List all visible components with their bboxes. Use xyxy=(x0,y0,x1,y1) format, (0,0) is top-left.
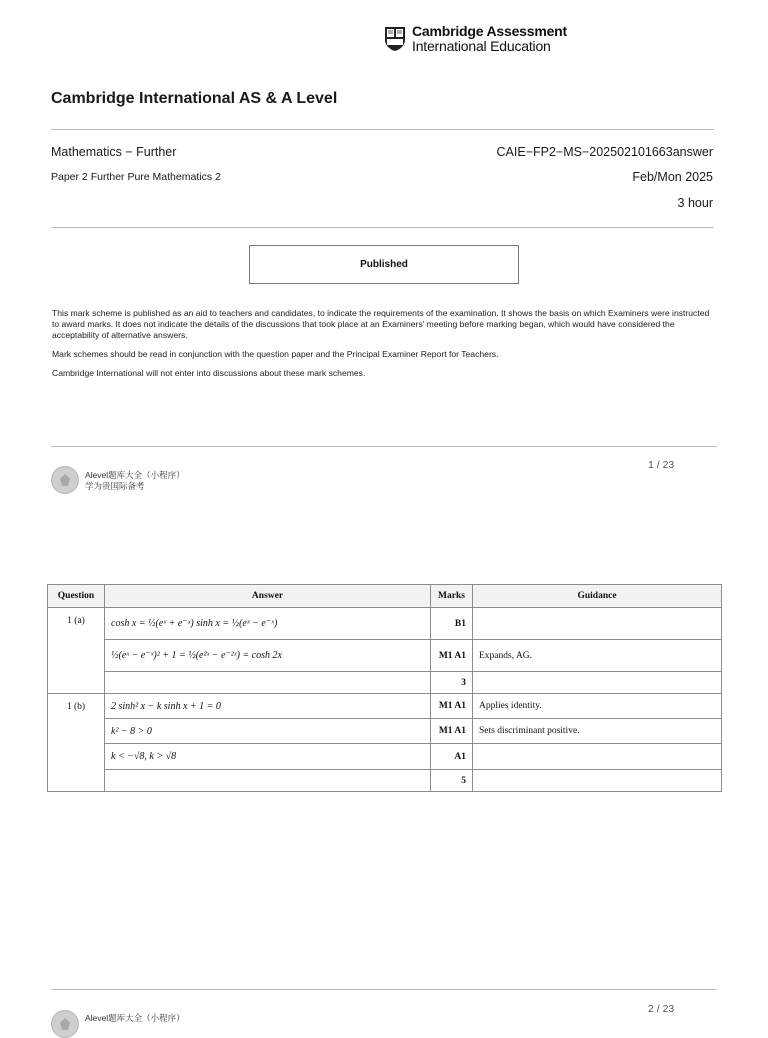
mark-scheme-table xyxy=(47,584,722,792)
guidance-cell xyxy=(473,672,722,694)
table-header-row xyxy=(48,585,722,608)
answer-cell: k < −√8, k > √8 xyxy=(105,744,431,770)
footer-line1: Alevel题库大全（小程序） xyxy=(85,470,185,480)
answer-cell: cosh x = ½(eˣ + e⁻ˣ) sinh x = ½(eˣ − e⁻ˣ) xyxy=(105,608,431,640)
footer-logo-icon xyxy=(51,466,79,494)
guidance-cell: Expands, AG. xyxy=(473,640,722,672)
document-title: Cambridge International AS & A Level xyxy=(51,90,338,107)
marks-cell: M1 A1 xyxy=(431,640,473,672)
published-badge: Published xyxy=(249,245,519,284)
cambridge-logo xyxy=(384,24,574,56)
question-label: 1 (b) xyxy=(48,694,105,792)
page-break-divider xyxy=(51,446,717,447)
exam-session: Feb/Mon 2025 xyxy=(632,170,713,184)
table-row xyxy=(48,770,722,792)
guidance-cell: Applies identity. xyxy=(473,694,722,719)
header-marks: Marks xyxy=(431,585,473,608)
divider xyxy=(51,227,714,228)
page-break-divider xyxy=(51,989,717,990)
table-row xyxy=(48,672,722,694)
subject: Mathematics − Further xyxy=(51,145,177,159)
table-row xyxy=(48,744,722,770)
paper-name: Paper 2 Further Pure Mathematics 2 xyxy=(51,171,221,183)
table-row xyxy=(48,694,722,719)
footer-line2: 学为贵国际备考 xyxy=(85,481,145,491)
answer-cell xyxy=(105,672,431,694)
total-marks-cell: 3 xyxy=(431,672,473,694)
header-answer: Answer xyxy=(105,585,431,608)
divider xyxy=(51,129,714,130)
guidance-cell: Sets discriminant positive. xyxy=(473,719,722,744)
intro-paragraph-2: Mark schemes should be read in conjunction with the question paper and the Principal Examiner Report for Teachers. xyxy=(52,349,499,359)
intro-paragraph-1: This mark scheme is published as an aid to teachers and candidates, to indicate the requirements of the examination. It shows the basis on which Examiners were instructed to award marks. It does not indicate the details of the discussions that took place at an Examiners’ meeting before marking began, which would have considered the acceptability of alternative answers. xyxy=(52,308,710,340)
answer-cell: 2 sinh² x − k sinh x + 1 = 0 xyxy=(105,694,431,719)
page-number: 1 / 23 xyxy=(648,459,675,471)
org-name-line2: International Education xyxy=(412,38,551,54)
marks-cell: M1 A1 xyxy=(431,694,473,719)
answer-cell xyxy=(105,770,431,792)
answer-cell: ½(eˣ − e⁻ˣ)² + 1 = ½(e²ˣ − e⁻²ˣ) = cosh 2x xyxy=(105,640,431,672)
header-question: Question xyxy=(48,585,105,608)
table-row xyxy=(48,608,722,640)
marks-cell: M1 A1 xyxy=(431,719,473,744)
shield-icon xyxy=(384,26,406,52)
footer-logo-icon xyxy=(51,1010,79,1038)
duration: 3 hour xyxy=(677,196,713,210)
total-marks-cell: 5 xyxy=(431,770,473,792)
question-label: 1 (a) xyxy=(48,608,105,694)
marks-cell: B1 xyxy=(431,608,473,640)
page-number: 2 / 23 xyxy=(648,1003,675,1015)
org-name-line1: Cambridge Assessment xyxy=(412,23,567,39)
guidance-cell xyxy=(473,608,722,640)
header-guidance: Guidance xyxy=(473,585,722,608)
marks-cell: A1 xyxy=(431,744,473,770)
answer-cell: k² − 8 > 0 xyxy=(105,719,431,744)
table-row xyxy=(48,719,722,744)
paper-code: CAIE−FP2−MS−202502101663answer xyxy=(496,145,713,159)
table-row xyxy=(48,640,722,672)
intro-paragraph-3: Cambridge International will not enter into discussions about these mark schemes. xyxy=(52,368,366,378)
guidance-cell xyxy=(473,744,722,770)
guidance-cell xyxy=(473,770,722,792)
footer-line1: Alevel题库大全（小程序） xyxy=(85,1013,185,1023)
